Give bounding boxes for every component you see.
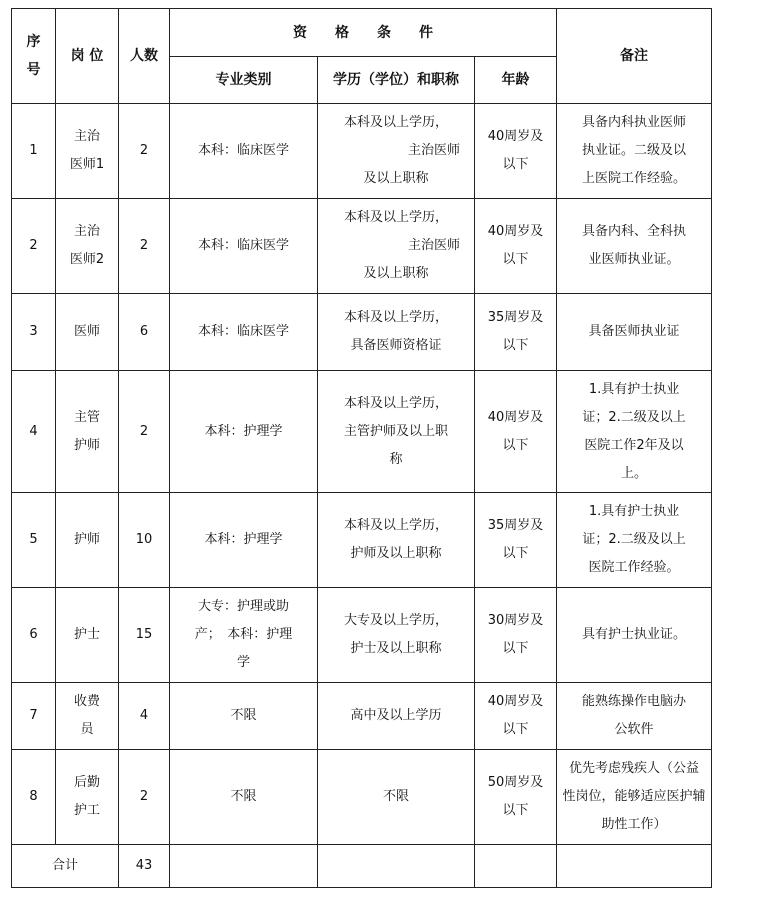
cell-count: 4 — [119, 683, 170, 750]
cell-count: 2 — [119, 750, 170, 845]
cell-major: 不限 — [170, 750, 318, 845]
table-row — [12, 588, 712, 683]
cell-notes: 具有护士执业证。 — [557, 588, 712, 683]
header-major: 专业类别 — [170, 57, 318, 104]
table-row — [12, 683, 712, 750]
cell-notes: 1.具有护士执业 证；2.二级及以上 医院工作经验。 — [557, 493, 712, 588]
cell-education: 本科及以上学历， 主治医师 及以上职称 — [318, 104, 475, 199]
cell-education: 高中及以上学历 — [318, 683, 475, 750]
table-row — [12, 199, 712, 294]
total-row — [12, 845, 712, 888]
cell-count: 6 — [119, 294, 170, 371]
cell-age: 40周岁及 以下 — [475, 683, 557, 750]
header-education: 学历（学位）和职称 — [318, 57, 475, 104]
cell-count: 15 — [119, 588, 170, 683]
cell-position: 主管 护师 — [56, 371, 119, 493]
total-label: 合计 — [12, 845, 119, 888]
cell-age: 50周岁及 以下 — [475, 750, 557, 845]
cell-age: 40周岁及 以下 — [475, 199, 557, 294]
total-empty-age — [475, 845, 557, 888]
header-notes: 备注 — [557, 9, 712, 104]
total-empty-notes — [557, 845, 712, 888]
cell-education: 本科及以上学历， 主治医师 及以上职称 — [318, 199, 475, 294]
cell-education: 不限 — [318, 750, 475, 845]
table-row — [12, 750, 712, 845]
cell-age: 35周岁及 以下 — [475, 294, 557, 371]
cell-count: 2 — [119, 104, 170, 199]
cell-position: 护师 — [56, 493, 119, 588]
cell-seq: 5 — [12, 493, 56, 588]
cell-seq: 4 — [12, 371, 56, 493]
cell-position: 后勤 护工 — [56, 750, 119, 845]
cell-position: 收费 员 — [56, 683, 119, 750]
cell-seq: 6 — [12, 588, 56, 683]
cell-education: 大专及以上学历， 护士及以上职称 — [318, 588, 475, 683]
cell-seq: 8 — [12, 750, 56, 845]
total-empty-education — [318, 845, 475, 888]
cell-seq: 7 — [12, 683, 56, 750]
total-empty-major — [170, 845, 318, 888]
cell-major: 不限 — [170, 683, 318, 750]
recruitment-table — [11, 8, 712, 888]
cell-position: 主治 医师1 — [56, 104, 119, 199]
header-qualifications: 资 格 条 件 — [170, 9, 557, 57]
cell-position: 护士 — [56, 588, 119, 683]
cell-major: 本科：临床医学 — [170, 294, 318, 371]
cell-notes: 具备内科执业医师 执业证。二级及以 上医院工作经验。 — [557, 104, 712, 199]
cell-seq: 2 — [12, 199, 56, 294]
header-age: 年龄 — [475, 57, 557, 104]
cell-position: 主治 医师2 — [56, 199, 119, 294]
cell-education: 本科及以上学历， 主管护师及以上职 称 — [318, 371, 475, 493]
cell-seq: 1 — [12, 104, 56, 199]
cell-major: 本科：护理学 — [170, 371, 318, 493]
table-row — [12, 294, 712, 371]
cell-count: 10 — [119, 493, 170, 588]
cell-major: 大专：护理或助 产； 本科：护理 学 — [170, 588, 318, 683]
cell-notes: 具备内科、全科执 业医师执业证。 — [557, 199, 712, 294]
cell-major: 本科：临床医学 — [170, 104, 318, 199]
cell-age: 40周岁及 以下 — [475, 104, 557, 199]
header-count: 人数 — [119, 9, 170, 104]
cell-count: 2 — [119, 199, 170, 294]
cell-age: 40周岁及 以下 — [475, 371, 557, 493]
cell-major: 本科：临床医学 — [170, 199, 318, 294]
header-position: 岗 位 — [56, 9, 119, 104]
cell-age: 35周岁及 以下 — [475, 493, 557, 588]
cell-notes: 优先考虑残疾人（公益 性岗位，能够适应医护辅 助性工作） — [557, 750, 712, 845]
cell-age: 30周岁及 以下 — [475, 588, 557, 683]
table-row — [12, 104, 712, 199]
cell-major: 本科：护理学 — [170, 493, 318, 588]
cell-count: 2 — [119, 371, 170, 493]
cell-notes: 具备医师执业证 — [557, 294, 712, 371]
header-seq: 序 号 — [12, 9, 56, 104]
table-row — [12, 493, 712, 588]
cell-position: 医师 — [56, 294, 119, 371]
cell-notes: 能熟练操作电脑办 公软件 — [557, 683, 712, 750]
cell-notes: 1.具有护士执业 证；2.二级及以上 医院工作2年及以 上。 — [557, 371, 712, 493]
cell-education: 本科及以上学历， 具备医师资格证 — [318, 294, 475, 371]
cell-seq: 3 — [12, 294, 56, 371]
table-row — [12, 371, 712, 493]
total-count: 43 — [119, 845, 170, 888]
cell-education: 本科及以上学历， 护师及以上职称 — [318, 493, 475, 588]
